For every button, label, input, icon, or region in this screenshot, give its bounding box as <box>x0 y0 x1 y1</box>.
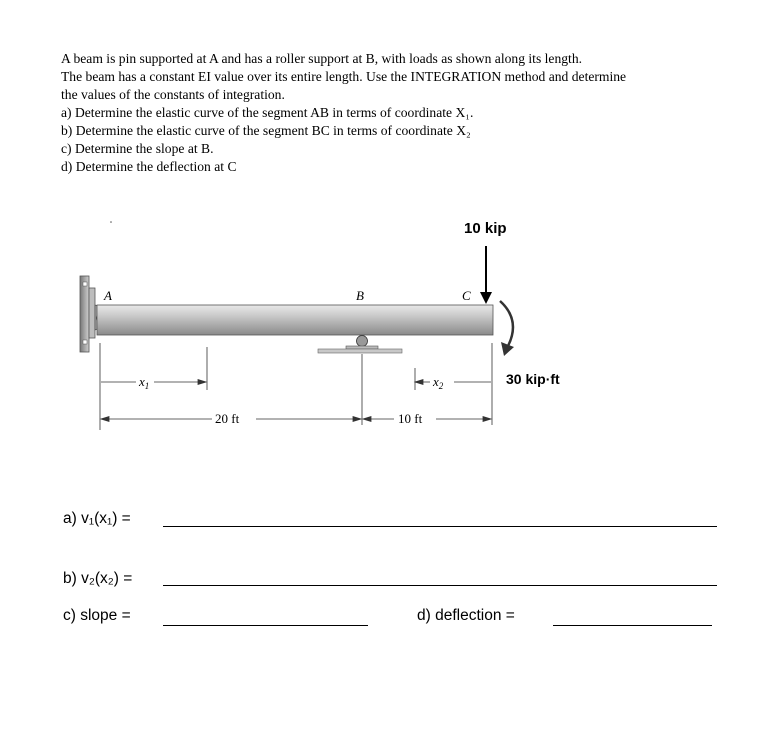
answer-a-label: a) v₁(x₁) = <box>63 510 131 527</box>
answer-a-field[interactable] <box>163 526 717 527</box>
point-load-label: 10 kip <box>464 220 507 237</box>
answer-d-field[interactable] <box>553 625 712 626</box>
stray-dot <box>110 221 112 223</box>
problem-line-3: the values of the constants of integration. <box>61 87 285 102</box>
answer-c-field[interactable] <box>163 625 368 626</box>
wall-support <box>80 276 95 352</box>
dim-20ft-label: 20 ft <box>215 411 240 426</box>
label-c: C <box>462 288 471 303</box>
question-a: a) Determine the elastic curve of the segment AB in terms of coordinate X₁. <box>61 105 474 120</box>
x2-label: $x_2$ <box>433 374 444 391</box>
x1-label: $x_1$ <box>139 374 150 391</box>
problem-line-1: A beam is pin supported at A and has a roller support at B, with loads as shown along its length. <box>61 51 583 66</box>
question-b: b) Determine the elastic curve of the segment BC in terms of coordinate X₂ <box>61 123 471 138</box>
x2-coordinate-arrow <box>415 368 491 390</box>
label-a: A <box>104 288 112 303</box>
label-b: B <box>356 288 364 303</box>
x1-coordinate-arrow <box>101 380 206 385</box>
answer-b-label: b) v₂(x₂) = <box>63 570 133 587</box>
couple-moment-arrow <box>500 301 514 356</box>
problem-line-2: The beam has a constant EI value over its entire length. Use the INTEGRATION method and determine <box>61 69 627 84</box>
roller-support-b <box>318 336 402 354</box>
answer-d-label: d) deflection = <box>417 607 515 624</box>
answer-c-label: c) slope = <box>63 607 131 624</box>
dim-10ft-label: 10 ft <box>398 411 423 426</box>
couple-moment-label: 30 kip·ft <box>506 371 560 387</box>
dim-10ft-line <box>363 417 491 422</box>
question-c: c) Determine the slope at B. <box>61 141 214 156</box>
answer-b-field[interactable] <box>163 585 717 586</box>
question-d: d) Determine the deflection at C <box>61 159 237 174</box>
beam <box>97 305 493 335</box>
point-load-arrow <box>480 246 492 304</box>
